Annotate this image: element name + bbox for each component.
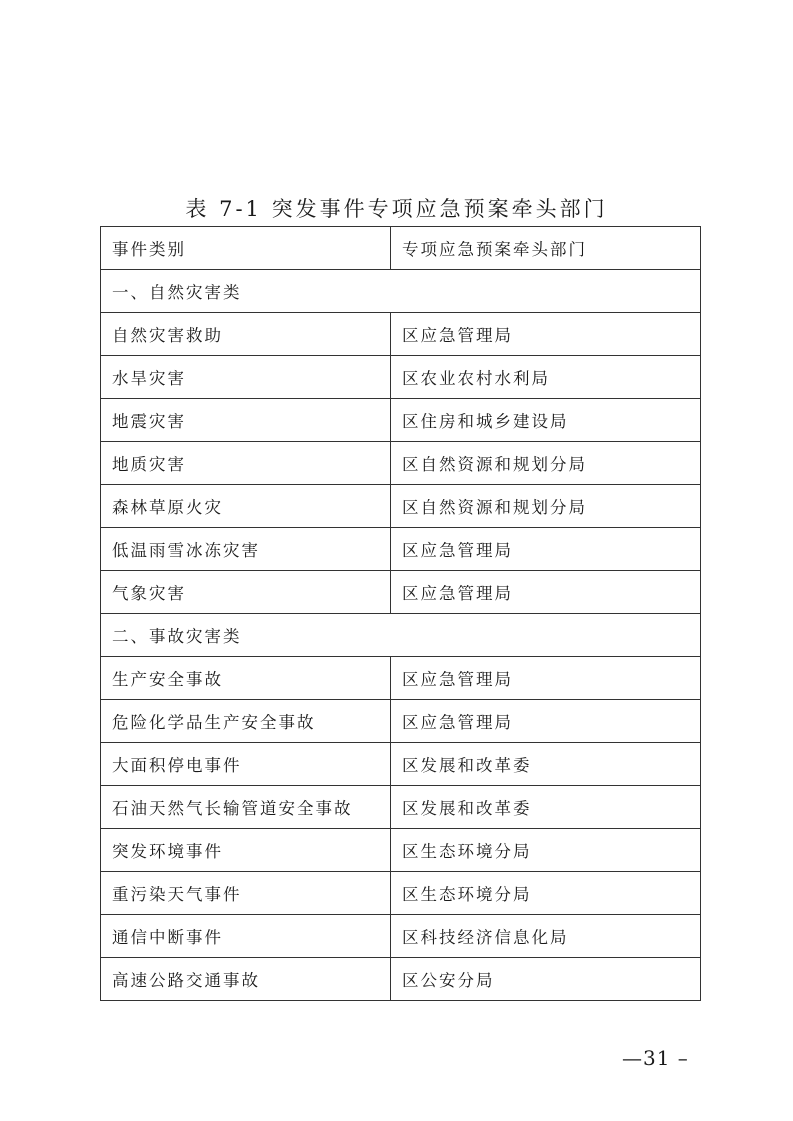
table-row — [101, 571, 701, 614]
section-heading-natural: 一、自然灾害类 — [101, 270, 701, 313]
department-cell: 区自然资源和规划分局 — [391, 442, 701, 485]
department-cell: 区农业农村水利局 — [391, 356, 701, 399]
table-row — [101, 657, 701, 700]
table-row — [101, 313, 701, 356]
event-cell: 地质灾害 — [101, 442, 391, 485]
department-cell: 区应急管理局 — [391, 571, 701, 614]
department-cell: 区公安分局 — [391, 958, 701, 1001]
event-cell: 通信中断事件 — [101, 915, 391, 958]
section-heading-accident: 二、事故灾害类 — [101, 614, 701, 657]
event-cell: 大面积停电事件 — [101, 743, 391, 786]
header-event-category: 事件类别 — [101, 227, 391, 270]
department-cell: 区自然资源和规划分局 — [391, 485, 701, 528]
table-row — [101, 528, 701, 571]
department-cell: 区发展和改革委 — [391, 786, 701, 829]
header-lead-department: 专项应急预案牵头部门 — [391, 227, 701, 270]
section-heading-row — [101, 270, 701, 313]
table-row — [101, 958, 701, 1001]
table-title: 表 7-1 突发事件专项应急预案牵头部门 — [185, 197, 608, 221]
table-row — [101, 786, 701, 829]
table-row — [101, 399, 701, 442]
section-heading-row — [101, 614, 701, 657]
event-cell: 危险化学品生产安全事故 — [101, 700, 391, 743]
department-cell: 区发展和改革委 — [391, 743, 701, 786]
table-row — [101, 442, 701, 485]
event-cell: 石油天然气长输管道安全事故 — [101, 786, 391, 829]
table-row — [101, 915, 701, 958]
emergency-plan-table — [100, 226, 701, 1001]
department-cell: 区应急管理局 — [391, 528, 701, 571]
table-header-row — [101, 227, 701, 270]
table-row — [101, 700, 701, 743]
department-cell: 区科技经济信息化局 — [391, 915, 701, 958]
event-cell: 重污染天气事件 — [101, 872, 391, 915]
event-cell: 森林草原火灾 — [101, 485, 391, 528]
event-cell: 地震灾害 — [101, 399, 391, 442]
table-row — [101, 743, 701, 786]
event-cell: 低温雨雪冰冻灾害 — [101, 528, 391, 571]
department-cell: 区应急管理局 — [391, 313, 701, 356]
event-cell: 水旱灾害 — [101, 356, 391, 399]
table-row — [101, 829, 701, 872]
table-row — [101, 872, 701, 915]
event-cell: 高速公路交通事故 — [101, 958, 391, 1001]
department-cell: 区住房和城乡建设局 — [391, 399, 701, 442]
department-cell: 区应急管理局 — [391, 657, 701, 700]
department-cell: 区应急管理局 — [391, 700, 701, 743]
department-cell: 区生态环境分局 — [391, 829, 701, 872]
event-cell: 突发环境事件 — [101, 829, 391, 872]
table-row — [101, 356, 701, 399]
page-number: —31 – — [622, 1046, 689, 1070]
event-cell: 生产安全事故 — [101, 657, 391, 700]
event-cell: 自然灾害救助 — [101, 313, 391, 356]
table-row — [101, 485, 701, 528]
event-cell: 气象灾害 — [101, 571, 391, 614]
department-cell: 区生态环境分局 — [391, 872, 701, 915]
